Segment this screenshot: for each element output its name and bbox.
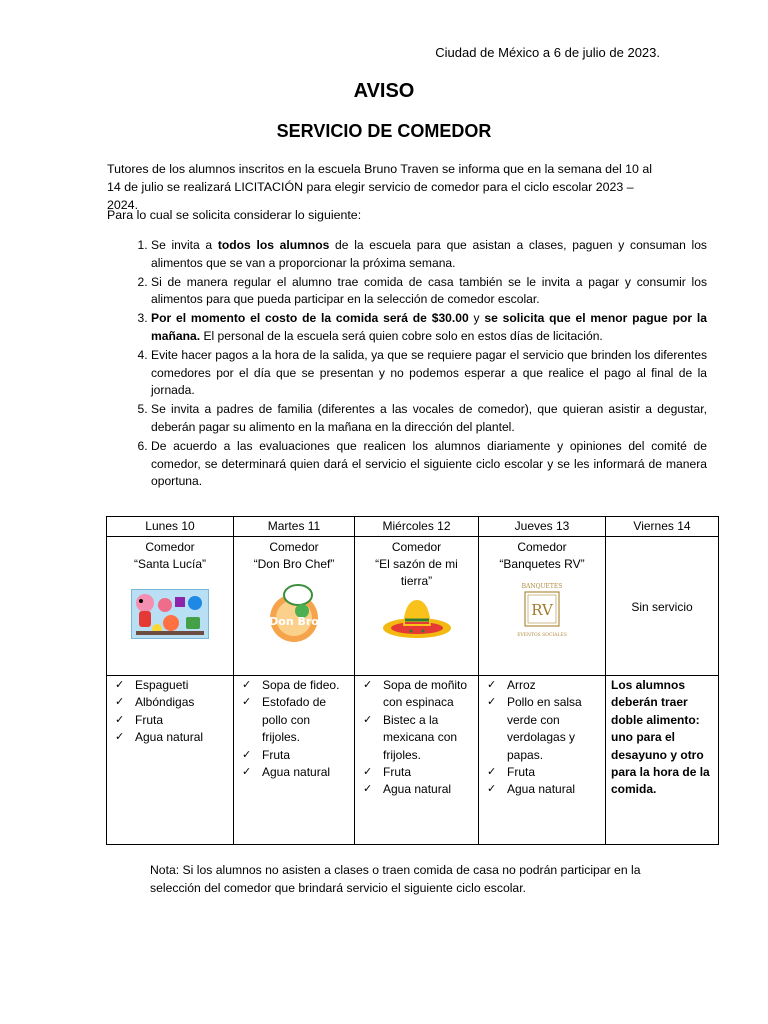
check-icon: ✓ <box>115 679 125 691</box>
check-icon: ✓ <box>487 696 497 709</box>
point-text: Evite hacer pagos a la hora de la salida, ya que se requiere pagar el servicio que brinden los diferentes comedores por el día que se presentan <box>151 348 707 380</box>
friday-note-cell <box>606 676 719 845</box>
friday-note: Los alumnos deberán traer doble alimento: uno para el desayuno y otro para la hora de la comida. <box>611 678 710 797</box>
check-icon: ✓ <box>115 713 125 726</box>
sombrero-logo <box>381 594 453 642</box>
check-icon: ✓ <box>242 679 252 691</box>
point-text: y <box>468 311 485 326</box>
comedor-name: “El sazón de mi tierra” <box>375 557 458 588</box>
date-line: Ciudad de México a 6 de julio de 2023. <box>435 45 660 60</box>
food-item: ✓ Sopa de fideo. <box>237 677 351 694</box>
point-bold: todos los alumnos <box>217 238 330 252</box>
point-item <box>151 310 707 345</box>
check-icon: ✓ <box>487 679 497 691</box>
comedor-name: “Santa Lucía” <box>133 557 207 571</box>
banquetes-logo-top: BANQUETES <box>521 583 563 590</box>
intro-highlight: LICITACIÓN <box>234 180 304 194</box>
comedor-row <box>107 537 719 676</box>
food-item: ✓ Fruta <box>482 764 602 781</box>
food-item: ✓ Espagueti <box>110 677 230 694</box>
comedor-cell <box>355 537 479 676</box>
peppa-pig-logo <box>131 589 209 639</box>
point-bold: se solicita que el menor pague por la mañana. <box>151 311 707 343</box>
point-text: El personal de la escuela será quien cobre solo en estos días de licitación. <box>200 328 603 343</box>
point-item <box>151 438 707 491</box>
check-icon: ✓ <box>242 766 252 779</box>
check-icon: ✓ <box>487 783 497 796</box>
notice-subtitle: SERVICIO DE COMEDOR <box>276 121 492 141</box>
check-icon: ✓ <box>363 783 373 796</box>
banquetes-logo-mark: RV <box>531 601 553 619</box>
food-item: ✓ Fruta <box>358 764 475 781</box>
check-icon: ✓ <box>363 766 373 779</box>
comedor-label: Comedor <box>517 540 567 554</box>
food-item: ✓ Agua natural <box>482 781 602 798</box>
food-item: ✓ Fruta <box>237 747 351 764</box>
check-icon: ✓ <box>363 679 373 691</box>
food-row <box>107 676 719 845</box>
don-bro-logo <box>264 583 324 645</box>
comedor-label: Comedor <box>145 540 195 554</box>
point-item <box>151 274 707 309</box>
food-list <box>237 677 351 781</box>
footer-note: Nota: Si los alumnos no asisten a clases o traen comida de casa no podrán participar en la selección del comedor que brindará servicio el siguiente ciclo escolar. <box>150 863 641 895</box>
food-cell <box>234 676 355 845</box>
point-text: De acuerdo a las evaluaciones que realicen los alumnos diariamente y opiniones del comité de comedor, se determinará quien dará el servicio el siguiente ciclo escolar y se les informará de manera oportuna. <box>151 439 707 489</box>
check-icon: ✓ <box>363 713 373 726</box>
no-service-text: Sin servicio <box>631 600 693 614</box>
food-cell <box>479 676 606 845</box>
point-text: Se invita a padres de familia (diferentes a las vocales de comedor), que quieran asistir a degustar, deberán pagar su alimento en la mañana en la dirección del plantel. <box>151 402 707 434</box>
food-item: ✓ Arroz <box>482 677 602 694</box>
comedor-label: Comedor <box>269 540 319 554</box>
food-item: ✓ Albóndigas <box>110 694 230 711</box>
point-text: Se invita a <box>151 238 218 252</box>
food-list <box>110 677 230 747</box>
comedor-name: “Don Bro Chef” <box>253 557 335 571</box>
intro-text-1: Tutores de los alumnos inscritos en la escuela Bruno Traven se informa que en la semana del 10 al 14 de julio se realizará <box>107 162 653 194</box>
food-item: ✓ Agua natural <box>110 729 230 746</box>
food-item: ✓ Agua natural <box>358 781 475 798</box>
comedor-label: Comedor <box>391 540 442 554</box>
point-text: Si de manera regular el alumno trae comida de casa también se le invita a pagar y consumir los alimentos para que pueda participar en la selección de comedor escolar. <box>151 274 707 307</box>
intro-text-2: para elegir servicio de comedor para el ciclo escolar 2023 – 2024. <box>107 180 634 212</box>
food-item: ✓ Sopa de moñito con espinaca <box>363 678 468 710</box>
lead-text: Para lo cual se solicita considerar lo siguiente: <box>107 208 362 222</box>
comedor-cell <box>479 537 606 676</box>
food-list <box>358 677 475 799</box>
point-item <box>151 401 707 436</box>
intro-paragraph <box>107 160 663 214</box>
don-bro-logo-text: Don Bro <box>269 615 319 628</box>
comedor-cell <box>107 537 234 676</box>
point-bold: Por el momento el costo de la comida será de $30.00 <box>151 311 469 326</box>
day-header: Martes 11 <box>234 517 355 537</box>
banquetes-rv-logo <box>511 579 573 641</box>
check-icon: ✓ <box>487 766 497 779</box>
comedor-cell <box>234 537 355 676</box>
check-icon: ✓ <box>242 748 252 761</box>
food-cell <box>355 676 479 845</box>
food-list <box>482 677 602 799</box>
day-header: Lunes 10 <box>107 517 234 537</box>
food-item: ✓ Bistec a la mexicana con frijoles. <box>363 712 458 762</box>
point-item <box>151 347 707 400</box>
food-item: ✓ Agua natural <box>237 764 351 781</box>
notice-title: AVISO <box>353 80 415 102</box>
banquetes-logo-bottom: EVENTOS SOCIALES <box>517 633 567 638</box>
check-icon: ✓ <box>242 696 252 709</box>
point-item <box>151 237 707 272</box>
day-header: Jueves 13 <box>479 517 606 537</box>
food-cell <box>107 676 234 845</box>
check-icon: ✓ <box>115 731 125 744</box>
comedor-name: “Banquetes RV” <box>499 557 585 571</box>
food-item: ✓ Pollo en salsa verde con verdolagas y papas. <box>487 695 582 762</box>
menu-table <box>106 516 719 845</box>
day-header: Miércoles 12 <box>355 517 479 537</box>
day-header: Viernes 14 <box>606 517 719 537</box>
point-text: y no podemos esperar a que realice el pago al final de la jornada. <box>151 365 707 398</box>
points-list <box>107 237 707 492</box>
food-item: ✓ Fruta <box>110 712 230 729</box>
table-header-row <box>107 517 719 537</box>
point-text: de la escuela para que asistan a clases, paguen y consuman los alimentos que se van a proporcionar la próxima semana. <box>151 238 707 270</box>
food-item: ✓ Estofado de pollo con frijoles. <box>242 695 327 745</box>
check-icon: ✓ <box>115 696 125 709</box>
no-service-cell <box>606 537 719 676</box>
